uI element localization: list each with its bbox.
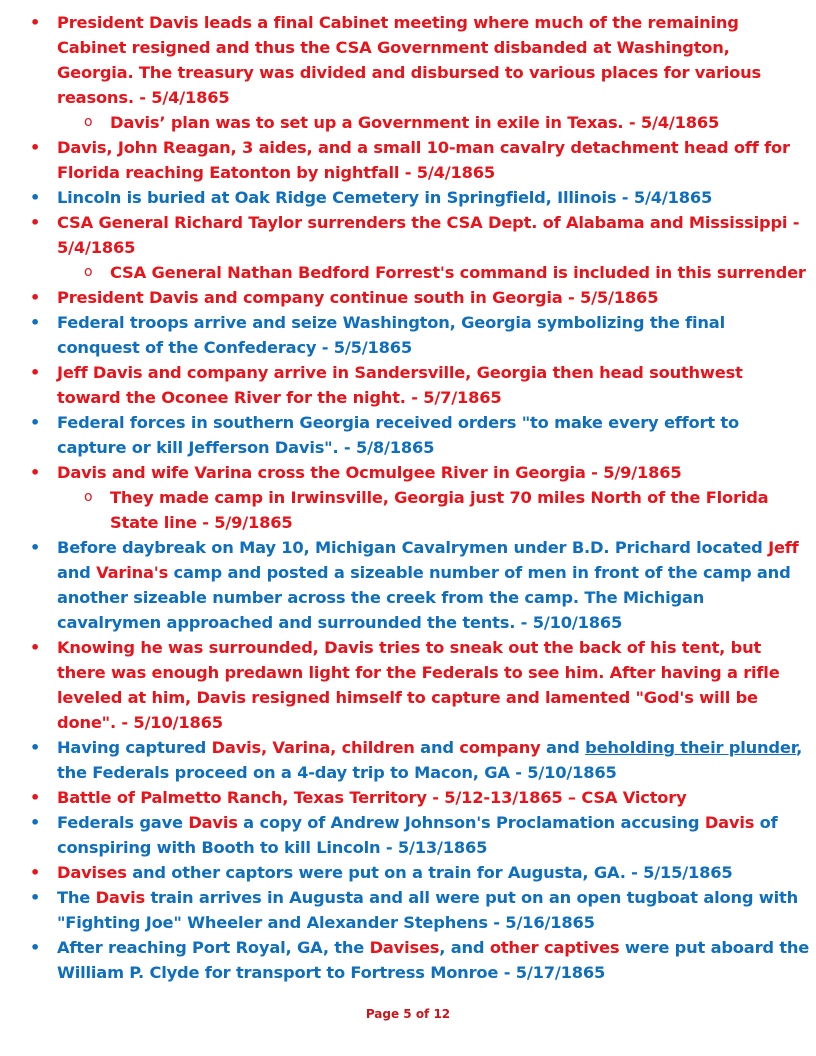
list-item	[0, 285, 816, 310]
bullet-icon: •	[30, 788, 41, 807]
timeline-list	[0, 10, 816, 985]
sub-list-item	[0, 260, 816, 285]
bullet-icon: •	[30, 363, 41, 382]
item-text: Federal forces in southern Georgia received orders "to make every effort to capture or kill Jefferson Davis". - 5/8/1865	[57, 413, 739, 457]
sub-list-item	[0, 110, 816, 135]
item-text: and	[57, 563, 97, 582]
bullet-icon: •	[30, 938, 41, 957]
item-text: , the Federals proceed on a 4-day trip to Macon, GA - 5/10/1865	[57, 738, 803, 782]
list-item	[0, 785, 816, 810]
item-text: Jeff	[768, 538, 799, 557]
item-text: Davis	[704, 813, 755, 832]
list-item	[0, 10, 816, 110]
item-text: Davis	[188, 813, 238, 832]
item-text: and other captors were put on a train for Augusta, GA. - 5/15/1865	[126, 863, 733, 882]
item-text: beholding their plunder	[585, 738, 797, 757]
item-text: Battle of Palmetto Ranch, Texas Territory - 5/12-13/1865 – CSA Victory	[57, 788, 687, 807]
bullet-icon: •	[30, 213, 41, 232]
sub-list-item	[0, 485, 816, 535]
bullet-icon: •	[30, 888, 41, 907]
item-text: Jeff Davis and company arrive in Sandersville, Georgia then head southwest toward the Oconee River for the night. - 5/7/1865	[57, 363, 743, 407]
bullet-icon: •	[30, 288, 41, 307]
item-text: other captives	[489, 938, 620, 957]
list-item	[0, 535, 816, 635]
item-text: The	[57, 888, 96, 907]
item-text: Varina's	[96, 563, 169, 582]
item-text: Davises	[369, 938, 440, 957]
list-item	[0, 185, 816, 210]
bullet-icon: •	[30, 738, 41, 757]
bullet-icon: •	[30, 13, 41, 32]
page-number: Page 5 of 12	[365, 1007, 451, 1021]
item-text: Before daybreak on May 10, Michigan Cavalrymen under B.D. Prichard located	[57, 538, 769, 557]
item-text: Having captured	[57, 738, 212, 757]
list-item	[0, 135, 816, 185]
item-text: Lincoln is buried at Oak Ridge Cemetery in Springfield, Illinois - 5/4/1865	[57, 188, 713, 207]
list-item	[0, 360, 816, 410]
item-text: After reaching Port Royal, GA, the	[57, 938, 370, 957]
list-item	[0, 885, 816, 935]
item-text: camp and posted a sizeable number of men in front of the camp and another sizeable number across the creek from the camp. The Michigan cavalrymen approached and surrounded the tents. - 5/10/1865	[57, 563, 791, 632]
item-text: were put aboard the William P. Clyde for transport to Fortress Monroe - 5/17/1865	[57, 938, 810, 982]
item-text: a copy of Andrew Johnson's Proclamation accusing	[237, 813, 705, 832]
list-item	[0, 810, 816, 860]
list-item	[0, 935, 816, 985]
circle-bullet-icon: o	[84, 264, 93, 280]
item-text: , and	[439, 938, 490, 957]
list-item	[0, 860, 816, 885]
item-text: Davis, Varina, children	[211, 738, 415, 757]
bullet-icon: •	[30, 188, 41, 207]
item-text: of conspiring with Booth to kill Lincoln - 5/13/1865	[57, 813, 778, 857]
list-item	[0, 735, 816, 785]
item-text: President Davis leads a final Cabinet meeting where much of the remaining Cabinet resigned and thus the CSA Government disbanded at Washington, Georgia. The treasury was divided and disbursed to various places for various reasons. - 5/4/1865	[57, 13, 762, 107]
bullet-icon: •	[30, 463, 41, 482]
list-item	[0, 635, 816, 735]
bullet-icon: •	[30, 813, 41, 832]
item-text: Knowing he was surrounded, Davis tries to sneak out the back of his tent, but there was enough predawn light for the Federals to see him. After having a rifle leveled at him, Davis resigned himself to capture and lamented "God's will be done". - 5/10/1865	[57, 638, 780, 732]
bullet-icon: •	[30, 413, 41, 432]
bullet-icon: •	[30, 538, 41, 557]
circle-bullet-icon: o	[84, 489, 93, 505]
list-item	[0, 410, 816, 460]
item-text: CSA General Richard Taylor surrenders the CSA Dept. of Alabama and Mississippi - 5/4/1865	[57, 213, 800, 257]
list-item	[0, 210, 816, 260]
list-item	[0, 460, 816, 485]
bullet-icon: •	[30, 313, 41, 332]
item-text: company	[459, 738, 541, 757]
item-text: CSA General Nathan Bedford Forrest's command is included in this surrender	[110, 263, 806, 282]
circle-bullet-icon: o	[84, 114, 93, 130]
list-item	[0, 310, 816, 360]
document-page	[0, 10, 816, 985]
item-text: Davis, John Reagan, 3 aides, and a small 10-man cavalry detachment head off for Florida reaching Eatonton by nightfall - 5/4/1865	[57, 138, 790, 182]
item-text: President Davis and company continue south in Georgia - 5/5/1865	[57, 288, 659, 307]
item-text: Federals gave	[57, 813, 189, 832]
item-text: and	[540, 738, 586, 757]
bullet-icon: •	[30, 138, 41, 157]
item-text: Davises	[57, 863, 127, 882]
item-text: and	[414, 738, 460, 757]
bullet-icon: •	[30, 863, 41, 882]
item-text: Davis and wife Varina cross the Ocmulgee River in Georgia - 5/9/1865	[57, 463, 682, 482]
item-text: Davis’ plan was to set up a Government in exile in Texas. - 5/4/1865	[110, 113, 720, 132]
item-text: train arrives in Augusta and all were put on an open tugboat along with "Fighting Joe" Wheeler and Alexander Stephens - 5/16/1865	[57, 888, 798, 932]
item-text: They made camp in Irwinsville, Georgia just 70 miles North of the Florida State line - 5/9/1865	[110, 488, 769, 532]
bullet-icon: •	[30, 638, 41, 657]
item-text: Federal troops arrive and seize Washington, Georgia symbolizing the final conquest of the Confederacy - 5/5/1865	[57, 313, 725, 357]
item-text: Davis	[95, 888, 145, 907]
